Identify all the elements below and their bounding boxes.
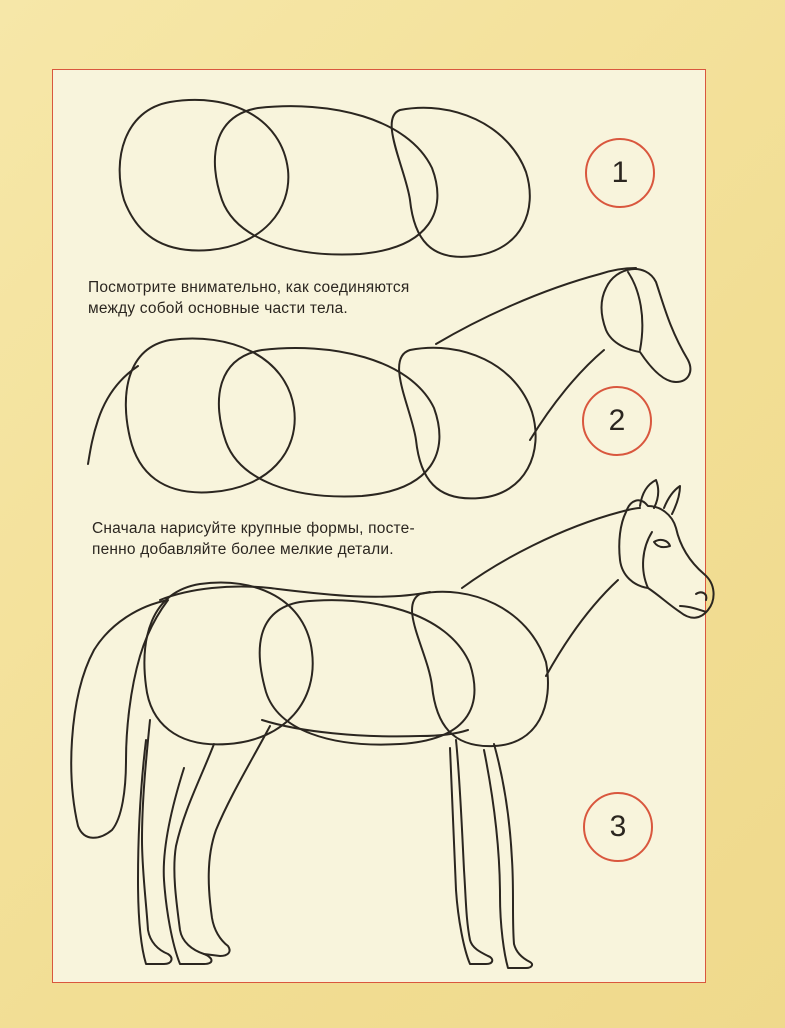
step-3-nostril <box>696 592 706 600</box>
caption-2-line-2: пенно добавляйте более мелкие детали. <box>92 541 394 558</box>
step-1-body-ovals <box>120 100 530 257</box>
step-1-middle-oval <box>215 106 438 254</box>
step-3-jaw <box>643 532 652 588</box>
step-3-mouth <box>680 606 706 612</box>
step-2-badge <box>582 386 652 456</box>
step-3-belly <box>262 720 468 736</box>
step-2-middle-oval <box>219 348 440 496</box>
step-3-hind-leg-near <box>164 744 214 964</box>
step-1-hindquarter-oval <box>120 100 289 251</box>
step-1-badge <box>585 138 655 208</box>
step-3-eye <box>654 540 670 547</box>
caption-1-line-1: Посмотрите внимательно, как соединяются <box>88 279 410 296</box>
step-2-chest-oval <box>399 348 536 499</box>
step-3-tail <box>71 600 168 838</box>
step-3-front-leg-far <box>484 744 532 968</box>
step-3-number: 3 <box>609 810 627 843</box>
step-2-tail <box>88 366 138 464</box>
step-2-hindquarter-oval <box>126 338 295 492</box>
step-1-chest-oval <box>392 108 530 257</box>
step-3-hind-leg-far <box>204 726 270 956</box>
step-2-head <box>602 269 691 382</box>
instruction-caption-2 <box>92 518 415 560</box>
step-3-front-leg-near <box>450 740 492 964</box>
step-3-head <box>619 500 713 617</box>
step-3-neck-crest <box>462 508 640 588</box>
step-3-throat <box>546 580 618 676</box>
step-3-badge <box>583 792 653 862</box>
step-3-ear-left <box>640 480 658 508</box>
caption-1-line-2: между собой основные части тела. <box>88 300 348 317</box>
step-2-head-jaw <box>628 272 642 350</box>
step-3-ear-right <box>664 486 680 514</box>
caption-2-line-1: Сначала нарисуйте крупные формы, посте- <box>92 520 415 537</box>
step-1-number: 1 <box>611 156 629 189</box>
step-2-number: 2 <box>608 404 626 437</box>
instruction-caption-1 <box>88 277 409 319</box>
step-3-back <box>160 587 430 601</box>
step-2-neck-top <box>436 268 636 344</box>
step-3-chest-oval <box>412 592 548 746</box>
